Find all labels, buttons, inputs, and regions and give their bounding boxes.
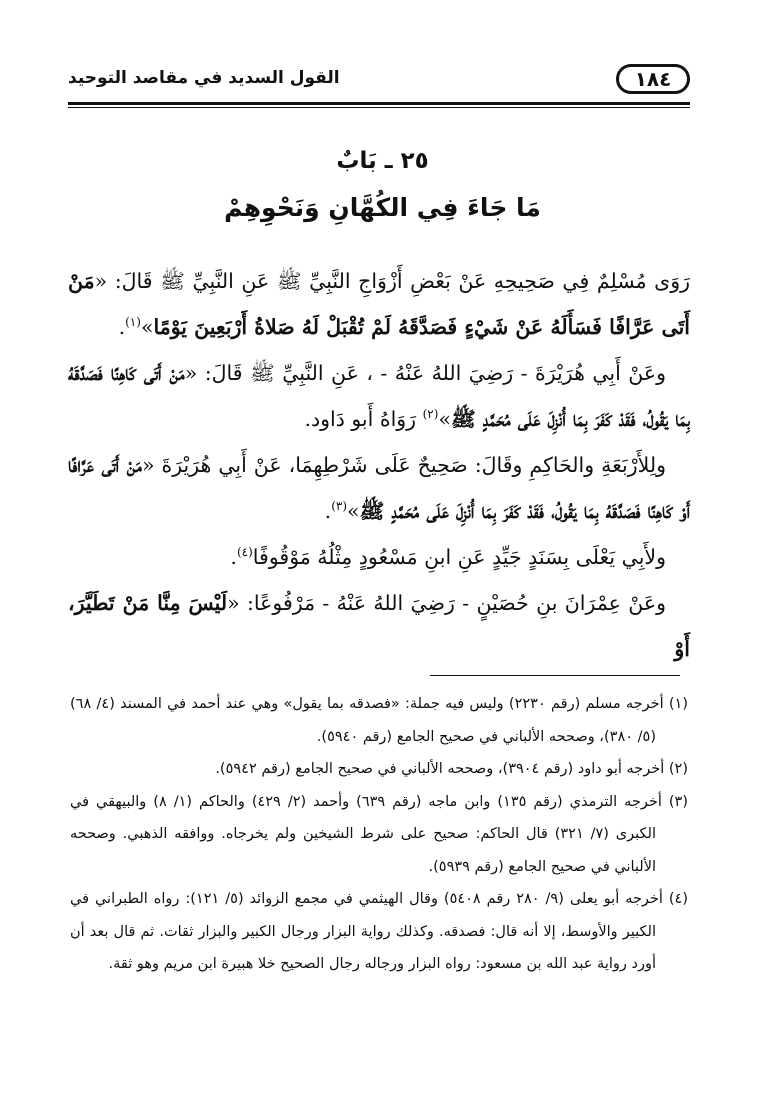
footnote-1: (١) أخرجه مسلم (رقم ٢٢٣٠) وليس فيه جملة: «فصدقه بما يقول» وهي عند أحمد في المسند (٤/ ٦٨) (٥/ ٣٨٠)، وصححه الألباني في صحيح الجامع (رقم ٥٩٤٠).: [70, 696, 688, 745]
footnote-ref: (٢): [422, 407, 439, 422]
paragraph: [68, 350, 690, 442]
hadith-quote-close: »: [140, 315, 154, 339]
hadith-quote: مَنْ أَتَى عَرَّافًا فَسَأَلَهُ عَنْ شَيْءٍ فَصَدَّقَهُ لَمْ تُقْبَلْ لَهُ صَلاةُ أَرْبَعِينَ يَوْمًا: [68, 269, 690, 339]
paragraph: [68, 534, 690, 580]
paragraph: [68, 258, 690, 350]
footnote-3: (٣) أخرجه الترمذي (رقم ١٣٥) وابن ماجه (رقم ٦٣٩) وأحمد (٢/ ٤٢٩) والحاكم (١/ ٨) والبيهقي في الكبرى (٧/ ٣٢١) قال الحاكم: صحيح على شرط الشيخين ولم يخرجاه. ووافقه الذهبي. وصححه الألباني في صحيح الجامع (رقم ٥٩٣٩).: [70, 793, 688, 875]
paragraph-text: ولِلأَرْبَعَةِ والحَاكِمِ وقَالَ: صَحِيحٌ عَلَى شَرْطِهِمَا، عَنْ أَبِي هُرَيْرَةَ «: [141, 453, 667, 477]
sentence-end: .: [324, 499, 332, 523]
hadith-quote: مَنْ أَتَى كَاهِنًا فَصَدَّقَهُ بِمَا يَقُولُ، فَقَدْ كَفَرَ بِمَا أُنْزِلَ عَلَى مُحَمَّدٍ ﷺ: [68, 361, 690, 431]
page-header: [68, 60, 690, 104]
header-rule: [68, 102, 690, 108]
hadith-quote-close: »: [347, 499, 360, 523]
chapter-title: مَا جَاءَ فِي الكُهَّانِ وَنَحْوِهِمْ: [224, 193, 541, 222]
hadith-quote: مَنْ أَتَى عَرَّافًا أَوْ كَاهِنًا فَصَدَّقَهُ بِمَا يَقُولُ، فَقَدْ كَفَرَ بِمَا أُنْزِلَ عَلَى مُحَمَّدٍ ﷺ: [68, 453, 690, 523]
footnotes: [70, 688, 688, 981]
running-title: القول السديد في مقاصد التوحيد: [68, 68, 340, 88]
paragraph: [68, 442, 690, 534]
footnote-4: (٤) أخرجه أبو يعلى (٩/ ٢٨٠ رقم ٥٤٠٨) وقال الهيثمي في مجمع الزوائد (٥/ ١٢١): رواه الطبراني في الكبير والأوسط، إلا أنه قال: فصدقه. وكذلك رواية البزار ورجال الكبير والبزار ثقات. ثم قال بعد أن أورد رواية عبد الله بن مسعود: رواه البزار ورجاله رجال الصحيح خلا هبيرة ابن مريم وهو ثقة.: [70, 891, 689, 972]
sentence-end: .: [118, 315, 126, 339]
hadith-quote: لَيْسَ مِنَّا مَنْ تَطَيَّرَ، أَوْ: [68, 591, 690, 661]
footnote-ref: (٤): [236, 545, 253, 560]
footnote-ref: (١): [125, 315, 141, 330]
chapter-number: ٢٥ ـ بَابٌ: [336, 148, 429, 174]
footnote-separator: [430, 675, 680, 676]
footnote-ref: (٣): [331, 499, 348, 514]
footnote-2: (٢) أخرجه أبو داود (رقم ٣٩٠٤)، وصححه الألباني في صحيح الجامع (رقم ٥٩٤٢).: [215, 761, 688, 777]
paragraph: [68, 580, 690, 672]
hadith-quote-close: »: [438, 407, 451, 431]
page-number: ١٨٤: [616, 64, 690, 94]
attribution: رَوَاهُ أَبو دَاود.: [304, 407, 423, 431]
paragraph-text: وعَنْ عِمْرَانَ بنِ حُصَيْنٍ - رَضِيَ اللهُ عَنْهُ - مَرْفُوعًا: «: [227, 591, 666, 615]
main-text: [68, 258, 690, 672]
sentence-end: .: [230, 545, 237, 569]
paragraph-text: ولأَبِي يَعْلَى بِسَنَدٍ جَيِّدٍ عَنِ ابنِ مَسْعُودٍ مِثْلُهُ مَوْقُوفًا: [252, 545, 666, 569]
paragraph-text: وعَنْ أَبِي هُرَيْرَةَ - رَضِيَ اللهُ عَنْهُ - ، عَنِ النَّبِيِّ ﷺ قَالَ: «: [184, 361, 666, 385]
paragraph-text: رَوَى مُسْلِمٌ فِي صَحِيحِهِ عَنْ بَعْضِ أَزْوَاجِ النَّبِيِّ ﷺ عَنِ النَّبِيِّ ﷺ قَالَ: «: [94, 269, 690, 293]
